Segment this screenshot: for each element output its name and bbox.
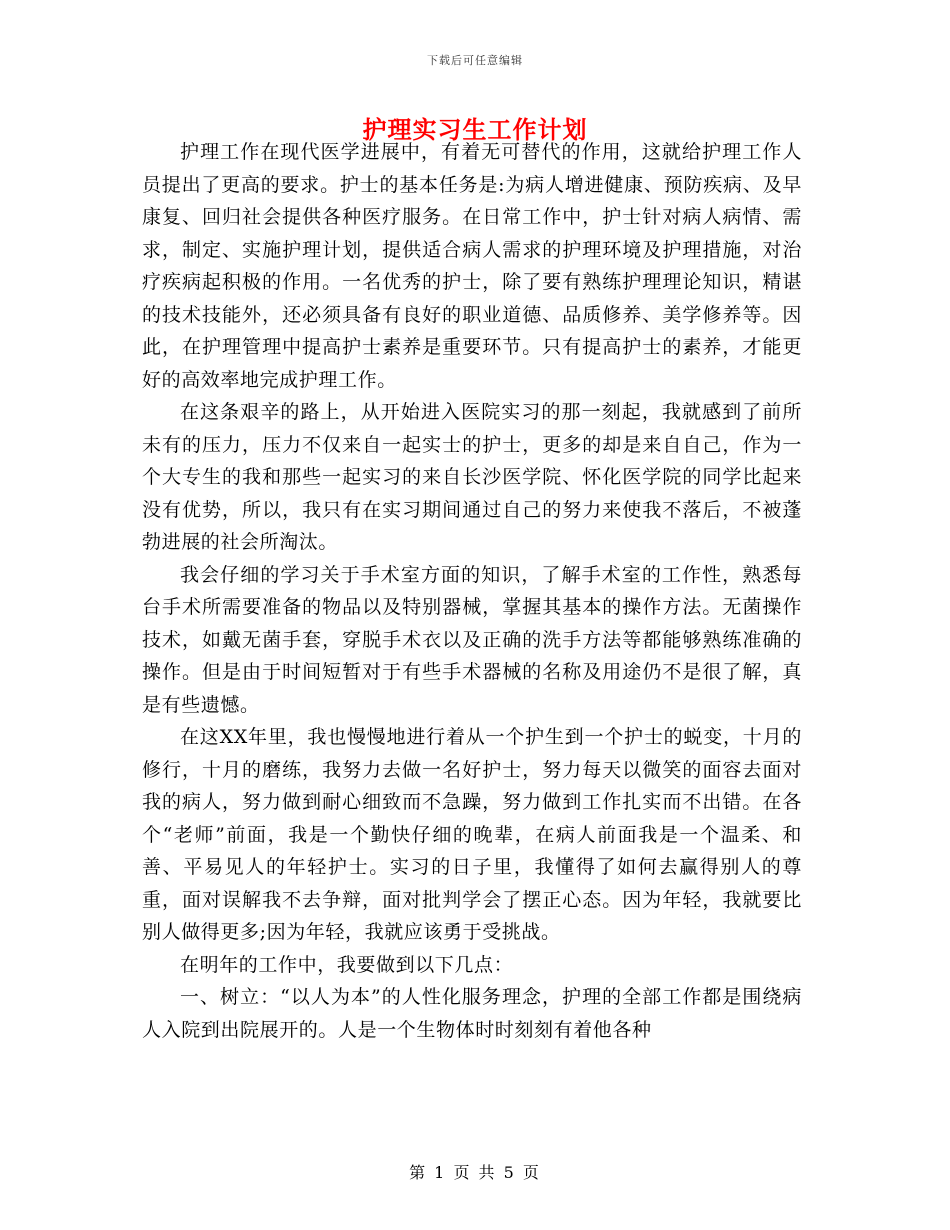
paragraph: 在这XX年里，我也慢慢地进行着从一个护生到一个护士的蜕变，十月的修行，十月的磨练，我努力去做一名好护士，努力每天以微笑的面容去面对我的病人，努力做到耐心细致而不急躁，努力做到工作扎实而不出错。在各个“老师”前面，我是一个勤快仔细的晚辈，在病人前面我是一个温柔、和善、平易见人的年轻护士。实习的日子里，我懂得了如何去赢得别人的尊重，面对误解我不去争辩，面对批判学会了摆正心态。因为年轻，我就要比别人做得更多;因为年轻，我就应该勇于受挑战。 xyxy=(142,726,802,943)
paragraph: 我会仔细的学习关于手术室方面的知识，了解手术室的工作性，熟悉每台手术所需要准备的物品以及特别器械，掌握其基本的操作方法。无菌操作技术，如戴无菌手套，穿脱手术衣以及正确的洗手方法等都能够熟练准确的操作。但是由于时间短暂对于有些手术器械的名称及用途仍不是很了解，真是有些遗憾。 xyxy=(142,563,802,716)
document-title: 护理实习生工作计划 xyxy=(362,115,588,144)
paragraph: 在这条艰辛的路上，从开始进入医院实习的那一刻起，我就感到了前所未有的压力，压力不仅来自一起实士的护士，更多的却是来自自己，作为一个大专生的我和那些一起实习的来自长沙医学院、怀化医学院的同学比起来没有优势，所以，我只有在实习期间通过自己的努力来使我不落后，不被蓬勃进展的社会所淘汰。 xyxy=(142,401,802,553)
page-footer: 第 1 页 共 5 页 xyxy=(409,1163,541,1182)
paragraph: 护理工作在现代医学进展中，有着无可替代的作用，这就给护理工作人员提出了更高的要求。护士的基本任务是:为病人增进健康、预防疾病、及早康复、回归社会提供各种医疗服务。在日常工作中，护士针对病人病情、需求，制定、实施护理计划，提供适合病人需求的护理环境及护理措施，对治疗疾病起积极的作用。一名优秀的护士，除了要有熟练护理理论知识，精谌的技术技能外，还必须具备有良好的职业道德、品质修养、美学修养等。因此，在护理管理中提高护士素养是重要环节。只有提高护士的素养，才能更好的高效率地完成护理工作。 xyxy=(142,141,802,391)
paragraph: 在明年的工作中，我要做到以下几点： xyxy=(180,953,514,976)
paragraph: 一、树立：“以人为本”的人性化服务理念，护理的全部工作都是围绕病人入院到出院展开的。人是一个生物体时时刻刻有着他各种 xyxy=(142,986,802,1041)
page-header: 下载后可任意编辑 xyxy=(427,54,523,67)
document-body xyxy=(142,136,802,1046)
